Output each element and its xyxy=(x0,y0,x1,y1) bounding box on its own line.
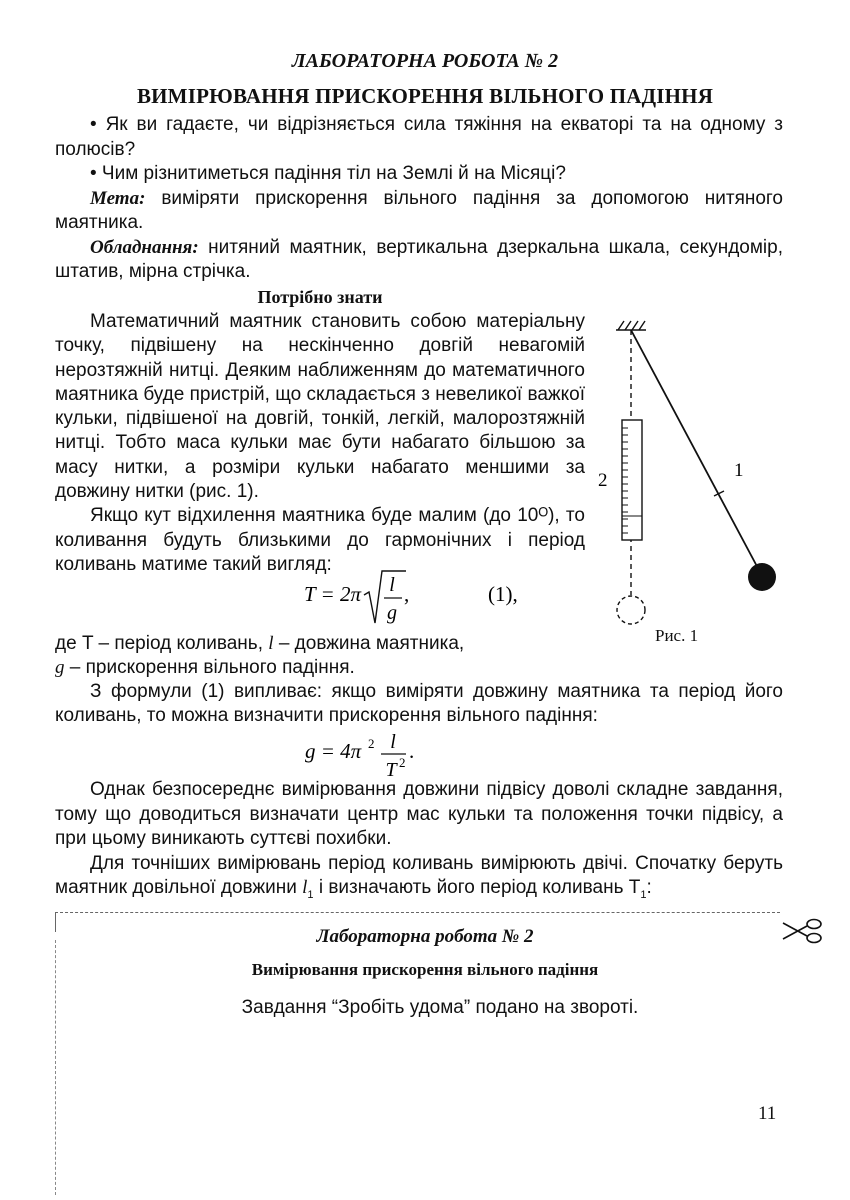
lab-title: ЛАБОРАТОРНА РОБОТА № 2 xyxy=(291,50,559,72)
equipment-label: Обладнання: xyxy=(90,236,199,258)
mirror-scale xyxy=(622,420,642,540)
var-l-desc: – довжина маятника, xyxy=(273,633,465,654)
ceiling-mount xyxy=(616,321,646,330)
pendulum-string xyxy=(631,330,760,572)
formula-period-numerator: l xyxy=(389,574,395,596)
equipment-paragraph xyxy=(55,236,783,285)
page-number: 11 xyxy=(758,1103,777,1124)
figure-label-1: 1 xyxy=(734,460,744,481)
formula-number: (1), xyxy=(488,582,518,606)
formula-gravity-den-exponent: 2 xyxy=(399,755,406,770)
theory-paragraph-2: Якщо кут відхилення маятника буде малим (до 10ᴼ), то коливання будуть близькими до гармонічних і період коливань матиме такий вигляд: xyxy=(55,505,585,575)
variables-paragraph xyxy=(55,632,583,681)
var-T: T xyxy=(81,633,94,654)
var-g-desc: – прискорення вільного падіння. xyxy=(64,657,355,679)
var-l1: l xyxy=(302,877,308,898)
where-word: де xyxy=(55,633,82,654)
theory-paragraph-1: Математичний маятник становить собою матеріальну точку, підвішену на нескінченно довгій невагомій нерозтяжній нитці. Деяким наближенням до математичного маятника буде пристрій, що складається з невеликої важкої кульки, підвішеної на довгій, тонкій, легкій, малорозтяжній нитці. Тобто маса кульки має бути набагато більшою за масу нитки, а розміри кульки набагато меншими за довжину нитки (рис. 1). xyxy=(55,311,585,503)
formula-period-lhs: T = 2π xyxy=(304,582,361,606)
theory-paragraph-3: З формули (1) випливає: якщо виміряти довжину маятника та період його коливань, то можна визначити прискорення вільного падіння: xyxy=(55,681,783,727)
tearoff-title: Лабораторна робота № 2 xyxy=(316,926,534,947)
figure-label-2: 2 xyxy=(598,470,608,491)
main-title: ВИМІРЮВАННЯ ПРИСКОРЕННЯ ВІЛЬНОГО ПАДІННЯ xyxy=(136,84,714,108)
formula-gravity-numerator: l xyxy=(390,731,396,753)
measurement-text xyxy=(55,778,783,907)
equipment-text: нитяний маятник, вертикальна дзеркальна шкала, секундомір, штатив, мірна стрічка. xyxy=(55,236,783,282)
theory-paragraph-5: Для точніших вимірювань період коливань вимірюють двічі. Спочатку беруть маятник довільної довжини $l_1$ і визначають його період коливань $T_1$: xyxy=(55,852,783,901)
var-T-desc: – період коливань, xyxy=(93,633,269,654)
formula-gravity-period: . xyxy=(409,739,415,763)
goal-label: Мета: xyxy=(90,187,146,209)
goal-text: виміряти прискорення вільного падіння за допомогою нитяного маятника. xyxy=(55,187,783,233)
var-g: g xyxy=(55,657,65,679)
var-l: l xyxy=(268,633,274,654)
intro-block xyxy=(55,113,783,285)
section-heading: Потрібно знати xyxy=(257,287,383,307)
tearoff-subtitle: Вимірювання прискорення вільного падіння xyxy=(251,960,599,979)
formula-period-denominator: g xyxy=(387,602,397,624)
pendulum-ball xyxy=(748,563,776,591)
cut-line-top xyxy=(55,912,780,913)
rest-position-ball xyxy=(617,596,645,624)
question-2: • Чим різнитиметься падіння тіл на Землі й на Місяці? xyxy=(90,163,566,184)
formula-gravity xyxy=(305,722,505,780)
figure-caption: Рис. 1 xyxy=(655,626,699,645)
tearoff-note: Завдання “Зробіть удома” подано на звороті. xyxy=(241,997,639,1018)
pendulum-figure xyxy=(588,310,798,655)
formula-period-comma: , xyxy=(404,582,410,606)
formula-period xyxy=(300,565,580,630)
formula-gravity-denominator: T xyxy=(385,759,397,780)
question-1: • Як ви гадаєте, чи відрізняється сила тяжіння на екваторі та на одному з полюсів? xyxy=(55,114,783,160)
theory-paragraph-4: Однак безпосереднє вимірювання довжини підвісу доволі складне завдання, тому що доводиться визначати центр мас кульки та положення точки підвісу, а при цьому виникають суттєві похибки. xyxy=(55,779,783,849)
goal-paragraph xyxy=(55,187,783,236)
formula-gravity-lhs: g = 4π xyxy=(305,739,362,763)
theory-column xyxy=(55,310,585,577)
formula-gravity-exponent: 2 xyxy=(368,736,375,751)
